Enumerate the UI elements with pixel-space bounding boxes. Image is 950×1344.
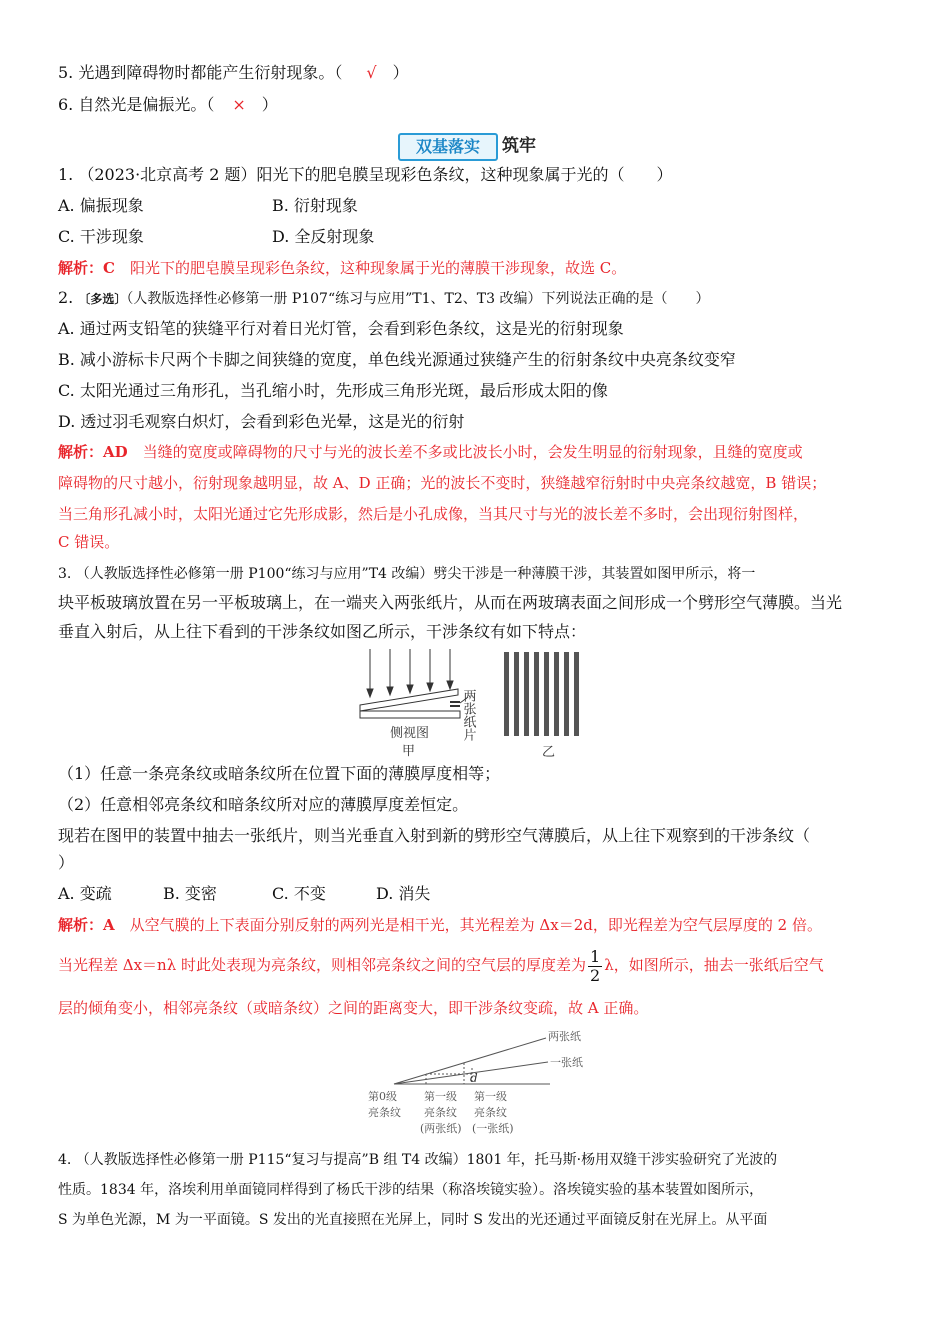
- fringe-stripe: [564, 652, 569, 736]
- q3-stem-1-text: 3. （人教版选择性必修第一册 P100“练习与应用”T4 改编）劈尖干涉是一种薄膜干涉，其装置如图甲所示，将一: [58, 566, 756, 582]
- q3-stem-3: 垂直入射后，从上往下看到的干涉条纹如图乙所示，干涉条纹有如下特点：: [58, 622, 587, 641]
- first-order-one-label: 第一级: [474, 1090, 507, 1103]
- one-paper-note: (一张纸): [472, 1122, 514, 1135]
- two-paper-note: (两张纸): [420, 1122, 462, 1135]
- q1-option-b: B. 衍射现象: [272, 196, 358, 215]
- q1-answer: [58, 257, 626, 279]
- judge-item-5: [58, 62, 409, 84]
- fringe-stripe: [554, 652, 559, 736]
- q2-answer-line-2: 障碍物的尺寸越小，衍射现象越明显，故 A、D 正确；光的波长不变时，狭缝越窄衍射时中央亮条纹越宽，B 错误；: [58, 474, 827, 492]
- judge-5-end: ）: [392, 63, 409, 82]
- q2-answer-line-3: 当三角形孔减小时，太阳光通过它先形成影，然后是小孔成像，当其尺寸与光的波长差不多时，会出现衍射图样，: [58, 505, 809, 523]
- fringe-figure-yi: [498, 650, 588, 760]
- q3-question-end: ）: [58, 853, 75, 872]
- judge-item-6: [58, 94, 278, 116]
- fringe-stripes: [504, 652, 579, 736]
- multi-choice-tag: 〔多选〕: [78, 292, 127, 306]
- zero-order-fringe-label: 亮条纹: [368, 1106, 401, 1119]
- figure-yi-label: 乙: [542, 745, 556, 760]
- q3-option-c: C. 不变: [272, 884, 326, 903]
- q4-line-1: [58, 1148, 777, 1171]
- q1-option-c: C. 干涉现象: [58, 227, 144, 246]
- fringe-stripe: [504, 652, 509, 736]
- side-view-label: 侧视图: [390, 726, 430, 741]
- q3-point-2: （2）任意相邻亮条纹和暗条纹所对应的薄膜厚度差恒定。: [58, 795, 469, 814]
- judge-6-end: ）: [261, 95, 278, 114]
- fraction-numerator: 1: [590, 946, 601, 966]
- q1-option-d: D. 全反射现象: [272, 227, 375, 246]
- check-mark: √: [366, 63, 377, 82]
- fringe-stripe: [514, 652, 519, 736]
- fraction-one-half: [588, 948, 602, 985]
- q4-line-2: [58, 1178, 763, 1201]
- q2-option-a: A. 通过两支铅笔的狭缝平行对着日光灯管，会看到彩色条纹，这是光的衍射现象: [58, 319, 624, 338]
- two-paper-label: 两张纸: [548, 1030, 581, 1043]
- q2-option-d: D. 透过羽毛观察白炽灯，会看到彩色光晕，这是光的衍射: [58, 412, 465, 431]
- q3-question: 现若在图甲的装置中抽去一张纸片，则当光垂直入射到新的劈形空气薄膜后，从上往下观察到的干涉条纹（: [58, 826, 811, 845]
- first-order-one-fringe-label: 亮条纹: [474, 1106, 507, 1119]
- q3-answer-label: 解析：A: [58, 916, 115, 934]
- judge-6-text: 6. 自然光是偏振光。（: [58, 95, 215, 114]
- q4-line-2-text: 性质。1834 年，洛埃利用单面镜同样得到了杨氏干涉的结果（称洛埃镜实验）。洛埃镜实验的基本装置如图所示，: [58, 1182, 764, 1198]
- q3-stem-2: 块平板玻璃放置在另一平板玻璃上，在一端夹入两张纸片，从而在两玻璃表面之间形成一个劈形空气薄膜。当光: [58, 593, 843, 612]
- q2-option-b: B. 减小游标卡尺两个卡脚之间狭缝的宽度，单色线光源通过狭缝产生的衍射条纹中央亮条纹变窄: [58, 350, 736, 369]
- one-paper-label: 一张纸: [550, 1056, 583, 1069]
- q3-stem-1: [58, 562, 755, 585]
- q1-answer-label: 解析：C: [58, 259, 115, 277]
- q3-point-1: （1）任意一条亮条纹或暗条纹所在位置下面的薄膜厚度相等；: [58, 764, 501, 783]
- q2-number: 2.: [58, 288, 74, 307]
- q4-line-1-text: 4. （人教版选择性必修第一册 P115“复习与提高”B 组 T4 改编）1801 年，托马斯·杨用双缝干涉实验研究了光波的: [58, 1152, 778, 1168]
- q3-answer-text-2a: 当光程差 Δx＝nλ 时此处表现为亮条纹，则相邻亮条纹之间的空气层的厚度差为: [58, 956, 586, 974]
- fringe-stripe: [534, 652, 539, 736]
- q3-answer-text-2b: λ，如图所示，抽去一张纸后空气: [604, 956, 824, 974]
- q2-stem: [58, 287, 709, 310]
- first-order-two-label: 第一级: [424, 1090, 457, 1103]
- q3-answer-line-2: [58, 947, 824, 985]
- q1-stem: 1. （2023·北京高考 2 题）阳光下的肥皂膜呈现彩色条纹，这种现象属于光的（ ）: [58, 165, 673, 184]
- wedge-angle-figure: [360, 1028, 610, 1146]
- q1-option-a: A. 偏振现象: [58, 196, 144, 215]
- judge-5-text: 5. 光遇到障碍物时都能产生衍射现象。（: [58, 63, 343, 82]
- q2-answer-line-1: [58, 441, 803, 463]
- q3-answer-line-3: 层的倾角变小，相邻亮条纹（或暗条纹）之间的距离变大，即干涉条纹变疏，故 A 正确。: [58, 999, 649, 1017]
- q2-answer-text-1: 当缝的宽度或障碍物的尺寸与光的波长差不多或比波长小时，会发生明显的衍射现象，且缝的宽度或: [142, 443, 803, 461]
- first-order-two-fringe-label: 亮条纹: [424, 1106, 457, 1119]
- q2-answer-label: 解析：AD: [58, 443, 128, 461]
- q4-line-3: [58, 1208, 767, 1231]
- q3-option-b: B. 变密: [163, 884, 217, 903]
- banner-box: 双基落实: [398, 133, 498, 161]
- fraction-denominator: 2: [590, 965, 601, 985]
- q2-option-c: C. 太阳光通过三角形孔，当孔缩小时，先形成三角形光斑，最后形成太阳的像: [58, 381, 608, 400]
- thickness-d-label: d: [470, 1071, 478, 1085]
- cross-mark: ×: [232, 95, 246, 114]
- figure-jia-label: 甲: [402, 744, 416, 757]
- q3-option-a: A. 变疏: [58, 884, 112, 903]
- q2-answer-line-4: C 错误。: [58, 533, 120, 551]
- q1-answer-text: 阳光下的肥皂膜呈现彩色条纹，这种现象属于光的薄膜干涉现象，故选 C。: [129, 259, 627, 277]
- zero-order-label: 第0级: [368, 1090, 397, 1103]
- fringe-stripe: [524, 652, 529, 736]
- banner-tail: 筑牢: [502, 136, 536, 156]
- q2-stem-text: （人教版选择性必修第一册 P107“练习与应用”T1、T2、T3 改编）下列说法正确的是（ ）: [126, 291, 710, 307]
- q4-line-3-text: S 为单色光源，M 为一平面镜。S 发出的光直接照在光屏上，同时 S 发出的光还通过平面镜反射在光屏上。从平面: [58, 1212, 768, 1228]
- fringe-stripe: [574, 652, 579, 736]
- fringe-stripe: [544, 652, 549, 736]
- q3-option-d: D. 消失: [376, 884, 431, 903]
- q3-answer-text-1: 从空气膜的上下表面分别反射的两列光是相干光，其光程差为 Δx＝2d，即光程差为空气层厚度的 2 倍。: [129, 916, 822, 934]
- q3-answer-line-1: [58, 914, 822, 936]
- two-papers-label: 两张纸片: [460, 689, 476, 741]
